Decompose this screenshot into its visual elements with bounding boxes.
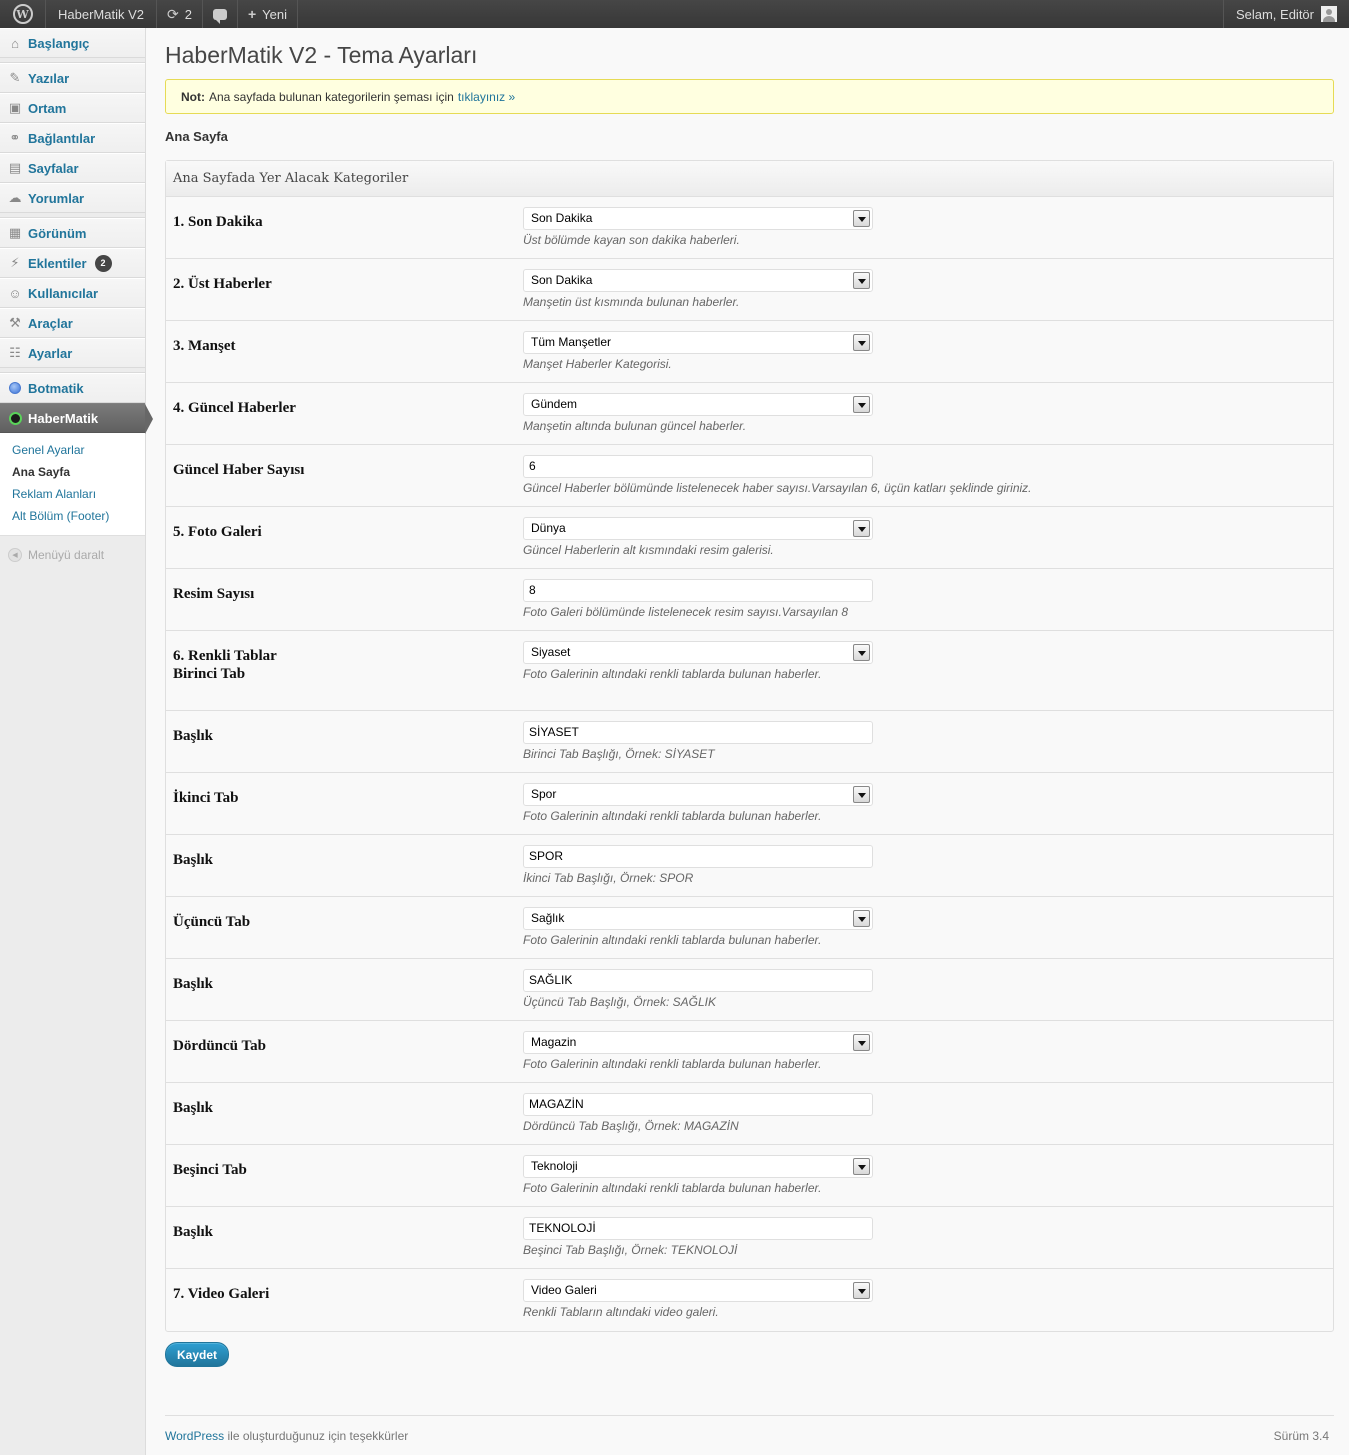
setting-label-text: Başlık xyxy=(173,1100,214,1116)
setting-description: Dördüncü Tab Başlığı, Örnek: MAGAZİN xyxy=(523,1119,739,1133)
sidebar-item-posts[interactable] xyxy=(0,63,145,93)
chevron-down-icon[interactable] xyxy=(853,910,870,927)
setting-label-text: Üçüncü Tab xyxy=(173,914,251,930)
text-input[interactable]: 6 xyxy=(523,455,873,478)
setting-description: Manşetin üst kısmında bulunan haberler. xyxy=(523,295,740,309)
setting-label-text: Dördüncü Tab xyxy=(173,1038,266,1054)
setting-label xyxy=(166,631,523,710)
admin-bar xyxy=(0,0,1349,28)
select-value: Siyaset xyxy=(531,645,571,659)
tools-icon: ⚒ xyxy=(9,315,21,330)
text-input[interactable]: SAĞLIK xyxy=(523,969,873,992)
setting-label-text: 3. Manşet xyxy=(173,338,236,354)
setting-field xyxy=(523,959,873,1020)
greeting-label: Selam, Editör xyxy=(1235,6,1314,22)
settings-panel xyxy=(165,160,1334,1332)
setting-label xyxy=(166,1145,523,1206)
setting-label-text: İkinci Tab xyxy=(173,790,239,806)
site-name-label: HaberMatik V2 xyxy=(58,6,144,22)
category-select[interactable] xyxy=(523,783,873,806)
notice-box xyxy=(165,79,1334,114)
setting-description: İkinci Tab Başlığı, Örnek: SPOR xyxy=(523,871,694,885)
setting-description: Üst bölümde kayan son dakika haberleri. xyxy=(523,233,740,247)
category-select[interactable] xyxy=(523,207,873,230)
text-input[interactable]: SİYASET xyxy=(523,721,873,744)
new-content-label: Yeni xyxy=(262,6,287,22)
setting-description: Foto Galerinin altındaki renkli tablarda bulunan haberler. xyxy=(523,667,822,681)
sidebar-item-tools[interactable] xyxy=(0,308,145,338)
category-select[interactable] xyxy=(523,331,873,354)
select-value: Sağlık xyxy=(531,911,565,925)
setting-description: Birinci Tab Başlığı, Örnek: SİYASET xyxy=(523,747,715,761)
submenu-ad-areas[interactable]: Reklam Alanları xyxy=(12,487,97,501)
category-select[interactable] xyxy=(523,641,873,664)
setting-field xyxy=(523,835,873,896)
setting-field xyxy=(523,197,873,258)
setting-row xyxy=(166,959,1333,1021)
setting-label xyxy=(166,507,523,568)
category-select[interactable] xyxy=(523,517,873,540)
sidebar-item-label: Yazılar xyxy=(28,70,70,86)
chevron-down-icon[interactable] xyxy=(853,520,870,537)
setting-label-text: 6. Renkli Tablar xyxy=(173,648,277,664)
dashboard-icon: ⌂ xyxy=(11,35,19,51)
chevron-down-icon[interactable] xyxy=(853,210,870,227)
setting-label-text-2: Birinci Tab xyxy=(173,666,246,682)
setting-label-text: Beşinci Tab xyxy=(173,1162,247,1178)
site-name-link[interactable] xyxy=(46,0,157,28)
setting-field xyxy=(523,631,873,710)
setting-label-text: Başlık xyxy=(173,728,214,744)
select-value: Tüm Manşetler xyxy=(531,335,612,349)
setting-label xyxy=(166,197,523,258)
sidebar-item-botmatik[interactable] xyxy=(0,373,145,403)
section-title: Ana Sayfa xyxy=(165,129,228,144)
category-select[interactable] xyxy=(523,393,873,416)
text-input[interactable]: MAGAZİN xyxy=(523,1093,873,1116)
setting-row xyxy=(166,569,1333,631)
setting-field xyxy=(523,711,873,772)
setting-label-text: 1. Son Dakika xyxy=(173,214,263,230)
collapse-arrow-icon: ◀ xyxy=(8,548,22,562)
setting-row xyxy=(166,897,1333,959)
setting-description: Renkli Tabların altındaki video galeri. xyxy=(523,1305,719,1319)
updates-button[interactable] xyxy=(157,0,203,28)
setting-description: Üçüncü Tab Başlığı, Örnek: SAĞLIK xyxy=(523,995,716,1009)
setting-label xyxy=(166,1269,523,1331)
chevron-down-icon[interactable] xyxy=(853,1158,870,1175)
sidebar-item-users[interactable] xyxy=(0,278,145,308)
sidebar-item-pages[interactable] xyxy=(0,153,145,183)
comments-button[interactable] xyxy=(203,0,238,28)
sidebar-item-label: Botmatik xyxy=(28,380,84,396)
setting-label xyxy=(166,835,523,896)
footer-thanks xyxy=(165,1429,408,1443)
category-select[interactable] xyxy=(523,907,873,930)
avatar-icon xyxy=(1321,6,1337,22)
setting-description: Foto Galerinin altındaki renkli tablarda bulunan haberler. xyxy=(523,809,822,823)
setting-label-text: Başlık xyxy=(173,1224,214,1240)
setting-label-text: Başlık xyxy=(173,852,214,868)
save-button[interactable]: Kaydet xyxy=(165,1342,229,1367)
sidebar-item-label: HaberMatik xyxy=(28,410,99,426)
select-value: Gündem xyxy=(531,397,578,411)
submenu-footer[interactable]: Alt Bölüm (Footer) xyxy=(12,509,110,523)
admin-sidebar xyxy=(0,28,146,1455)
setting-description: Güncel Haberler bölümünde listelenecek haber sayısı.Varsayılan 6, üçün katları şeklinde giriniz. xyxy=(523,481,1032,495)
appearance-icon: ▦ xyxy=(8,225,22,240)
comment-bubble-icon xyxy=(213,9,227,20)
chevron-down-icon[interactable] xyxy=(853,396,870,413)
setting-label xyxy=(166,383,523,444)
setting-field xyxy=(523,897,873,958)
setting-row xyxy=(166,321,1333,383)
links-icon: ⚭ xyxy=(9,130,21,145)
sidebar-item-label: Araçlar xyxy=(28,315,73,331)
users-icon: ☺ xyxy=(8,285,22,301)
setting-row xyxy=(166,1145,1333,1207)
setting-field xyxy=(523,383,873,444)
footer-thanks-text: ile oluşturduğunuz için teşekkürler xyxy=(227,1428,409,1443)
collapse-menu-button[interactable] xyxy=(0,536,145,562)
setting-row xyxy=(166,631,1333,711)
category-select[interactable] xyxy=(523,1155,873,1178)
chevron-down-icon[interactable] xyxy=(853,1034,870,1051)
green-dot-icon xyxy=(7,410,23,426)
setting-label-text: 5. Foto Galeri xyxy=(173,524,262,540)
sidebar-item-label: Başlangıç xyxy=(28,35,90,51)
account-menu[interactable] xyxy=(1223,0,1349,28)
select-value: Teknoloji xyxy=(531,1159,578,1173)
setting-field xyxy=(523,1269,873,1331)
setting-row xyxy=(166,1083,1333,1145)
setting-field xyxy=(523,1145,873,1206)
setting-label-text: 4. Güncel Haberler xyxy=(173,400,296,416)
submenu-general-settings[interactable]: Genel Ayarlar xyxy=(12,443,85,457)
sidebar-item-label: Bağlantılar xyxy=(28,130,96,146)
plus-icon: + xyxy=(247,6,257,22)
setting-label xyxy=(166,445,523,506)
submenu-home-page[interactable]: Ana Sayfa xyxy=(12,465,71,479)
wordpress-link[interactable]: WordPress xyxy=(165,1428,225,1443)
setting-description: Foto Galerinin altındaki renkli tablarda bulunan haberler. xyxy=(523,933,822,947)
habermatik-submenu xyxy=(0,433,145,536)
category-select[interactable] xyxy=(523,1279,873,1302)
setting-description: Manşet Haberler Kategorisi. xyxy=(523,357,672,371)
select-value: Son Dakika xyxy=(531,273,593,287)
category-select[interactable] xyxy=(523,1031,873,1054)
setting-description: Foto Galerinin altındaki renkli tablarda bulunan haberler. xyxy=(523,1057,822,1071)
setting-field xyxy=(523,445,1032,506)
setting-description: Beşinci Tab Başlığı, Örnek: TEKNOLOJİ xyxy=(523,1243,738,1257)
footer xyxy=(165,1415,1334,1455)
setting-field xyxy=(523,321,873,382)
sidebar-item-label: Yorumlar xyxy=(28,190,85,206)
sidebar-item-appearance[interactable] xyxy=(0,218,145,248)
new-content-button[interactable] xyxy=(238,0,298,28)
setting-field xyxy=(523,1207,873,1268)
chevron-down-icon[interactable] xyxy=(853,1282,870,1299)
category-select[interactable] xyxy=(523,269,873,292)
settings-icon: ☷ xyxy=(9,345,21,360)
pages-icon: ▤ xyxy=(8,160,22,175)
sidebar-item-label: Kullanıcılar xyxy=(28,285,99,301)
setting-description: Foto Galeri bölümünde listelenecek resim sayısı.Varsayılan 8 xyxy=(523,605,849,619)
sidebar-item-label: Sayfalar xyxy=(28,160,79,176)
setting-row xyxy=(166,383,1333,445)
setting-description: Güncel Haberlerin alt kısmındaki resim galerisi. xyxy=(523,543,774,557)
refresh-icon: ⟳ xyxy=(166,5,179,22)
setting-label xyxy=(166,569,523,630)
sidebar-item-label: Ayarlar xyxy=(28,345,73,361)
sidebar-item-media[interactable] xyxy=(0,93,145,123)
setting-label xyxy=(166,259,523,320)
sidebar-item-dashboard[interactable] xyxy=(0,28,145,58)
version-label: Sürüm 3.4 xyxy=(1273,1428,1329,1443)
setting-row xyxy=(166,197,1333,259)
page-title: HaberMatik V2 - Tema Ayarları xyxy=(165,42,478,68)
plugins-icon: ⚡ xyxy=(10,255,20,270)
blue-dot-icon xyxy=(7,380,23,396)
chevron-down-icon[interactable] xyxy=(853,272,870,289)
setting-description: Foto Galerinin altındaki renkli tablarda bulunan haberler. xyxy=(523,1181,822,1195)
notice-text: Ana sayfada bulunan kategorilerin şeması için xyxy=(209,89,454,104)
panel-header: Ana Sayfada Yer Alacak Kategoriler xyxy=(166,161,1333,197)
setting-row xyxy=(166,259,1333,321)
setting-label xyxy=(166,773,523,834)
sidebar-item-label: Eklentiler xyxy=(28,255,87,271)
select-value: Spor xyxy=(531,787,557,801)
setting-description: Manşetin altında bulunan güncel haberler. xyxy=(523,419,747,433)
notice-bold: Not: xyxy=(181,89,205,104)
setting-field xyxy=(523,259,873,320)
setting-row xyxy=(166,773,1333,835)
chevron-down-icon[interactable] xyxy=(853,786,870,803)
sidebar-item-label: Ortam xyxy=(28,100,67,116)
pin-icon: ✎ xyxy=(9,70,21,85)
setting-label xyxy=(166,1083,523,1144)
chevron-down-icon[interactable] xyxy=(853,334,870,351)
text-input[interactable]: TEKNOLOJİ xyxy=(523,1217,873,1240)
setting-label xyxy=(166,897,523,958)
updates-count: 2 xyxy=(184,6,192,22)
setting-label xyxy=(166,321,523,382)
main-content xyxy=(165,28,1334,1332)
notice-link[interactable]: tıklayınız » xyxy=(457,89,516,104)
sidebar-item-habermatik[interactable] xyxy=(0,403,145,433)
select-value: Son Dakika xyxy=(531,211,593,225)
wordpress-logo-button[interactable] xyxy=(0,0,46,28)
setting-label xyxy=(166,959,523,1020)
collapse-menu-label: Menüyü daralt xyxy=(28,548,105,562)
setting-label xyxy=(166,1207,523,1268)
setting-row xyxy=(166,1269,1333,1331)
setting-label-text: Güncel Haber Sayısı xyxy=(173,462,305,478)
sidebar-item-comments[interactable] xyxy=(0,183,145,213)
setting-field xyxy=(523,1021,873,1082)
setting-label-text: Başlık xyxy=(173,976,214,992)
setting-row xyxy=(166,835,1333,897)
text-input[interactable]: 8 xyxy=(523,579,873,602)
setting-row xyxy=(166,711,1333,773)
select-value: Video Galeri xyxy=(531,1283,597,1297)
setting-label xyxy=(166,1021,523,1082)
sidebar-item-plugins[interactable] xyxy=(0,248,145,278)
plugins-update-badge: 2 xyxy=(95,255,112,272)
settings-rows xyxy=(166,197,1333,1331)
setting-row xyxy=(166,445,1333,507)
text-input[interactable]: SPOR xyxy=(523,845,873,868)
select-value: Dünya xyxy=(531,521,566,535)
setting-row xyxy=(166,1021,1333,1083)
sidebar-item-links[interactable] xyxy=(0,123,145,153)
setting-label-text: 7. Video Galeri xyxy=(173,1286,270,1302)
setting-row xyxy=(166,507,1333,569)
setting-field xyxy=(523,569,873,630)
wordpress-logo-icon: W xyxy=(13,4,33,24)
setting-label xyxy=(166,711,523,772)
comments-icon: ☁ xyxy=(8,190,22,205)
chevron-down-icon[interactable] xyxy=(853,644,870,661)
setting-label-text: 2. Üst Haberler xyxy=(173,276,272,292)
setting-label-text: Resim Sayısı xyxy=(173,586,255,602)
setting-row xyxy=(166,1207,1333,1269)
sidebar-item-settings[interactable] xyxy=(0,338,145,368)
setting-field xyxy=(523,1083,873,1144)
select-value: Magazin xyxy=(531,1035,577,1049)
sidebar-item-label: Görünüm xyxy=(28,225,87,241)
setting-field xyxy=(523,773,873,834)
setting-field xyxy=(523,507,873,568)
media-icon: ▣ xyxy=(8,100,22,115)
